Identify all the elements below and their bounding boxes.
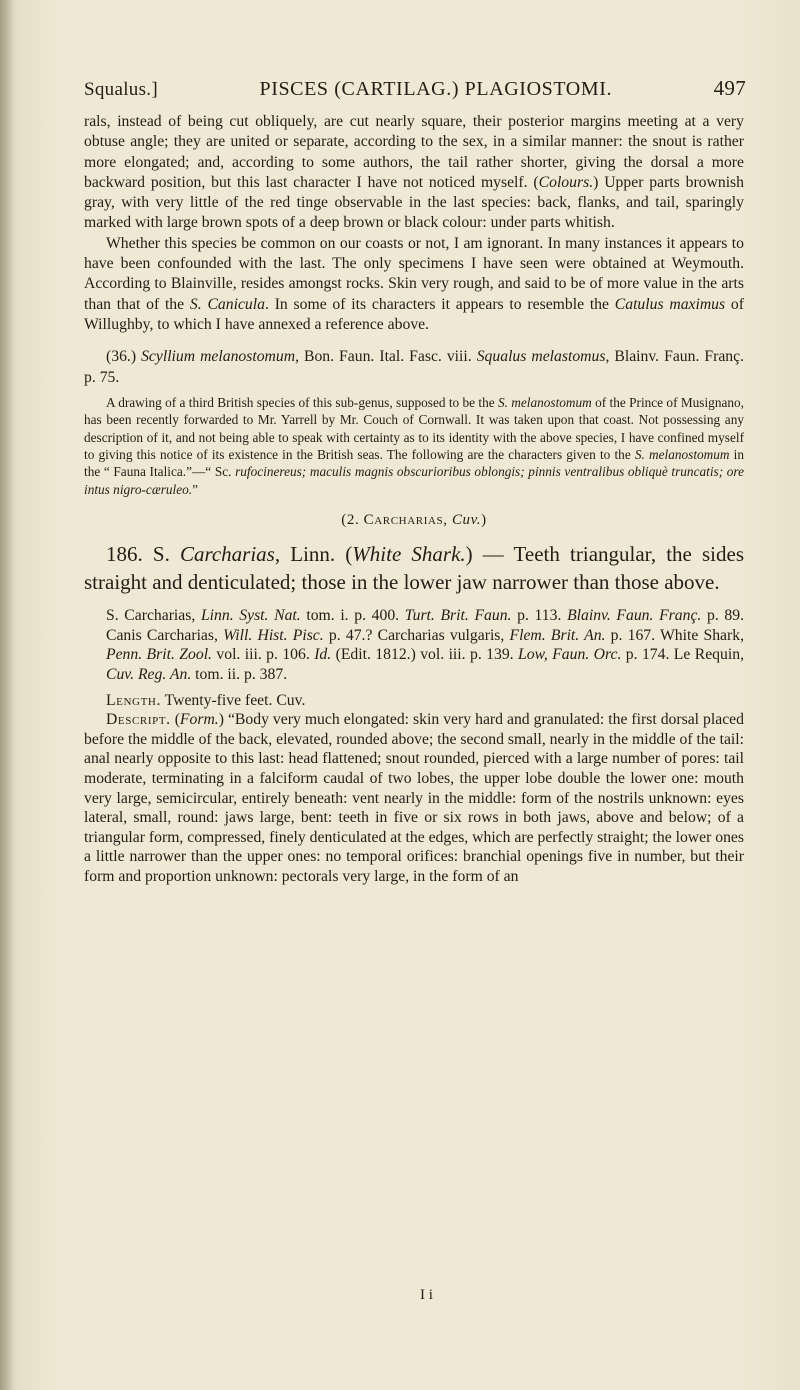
paragraph-habitat: Whether this species be common on our coasts or not, I am ignorant. In many instances it appears to have been confounded with the last. The only specimens I have seen were obtained at Weymouth. According to Blainville, resides amongst rocks. Skin very rough, and said to be of more value in the arts than that of the S. Canicula. In some of its characters it appears to resemble the Catulus maximus of Willughby, to which I have annexed a reference above.	[84, 234, 744, 333]
genus-heading: (2. Carcharias, Cuv.)	[341, 512, 487, 529]
description-entry: Descript. (Form.) “Body very much elongated: skin very hard and granulated: the first dorsal placed before the middle of the back, elevated, rounded above; the second small, nearly in the middle of the tail: anal nearly opposite to this last: head flattened; snout rounded, pierced with a large number of pores: tail moderate, terminating in a falciform caudal of two lobes, the upper lobe double the lower one: mouth very large, semicircular, entirely beneath: vent nearly in the middle: form of the nostrils unknown: eyes lateral, small, round: jaws large, bent: teeth in five or six rows in both jaws, above and below; of a triangular form, compressed, finely denticulated at the edges, which are perfectly straight; the lower ones a little narrower than the upper ones: no temporal orifices: branchial openings five in number, but their form and proportion unknown: pectorals very large, in the form of an	[84, 711, 744, 886]
page-number: 497	[713, 76, 746, 100]
synonymy: S. Carcharias, Linn. Syst. Nat. tom. i. p. 400. Turt. Brit. Faun. p. 113. Blainv. Faun. Franç. p. 89. Canis Carcharias, Will. Hist. Pisc. p. 47.? Carcharias vulgaris, Flem. Brit. An. p. 167. White Shark, Penn. Brit. Zool. vol. iii. p. 106. Id. (Edit. 1812.) vol. iii. p. 139. Low, Faun. Orc. p. 174. Le Requin, Cuv. Reg. An. tom. ii. p. 387.	[106, 607, 745, 684]
length-entry: Length. Twenty-five feet. Cuv.	[106, 691, 306, 709]
species-36-note: A drawing of a third British species of this sub-genus, supposed to be the S. melanostomum of the Prince of Musignano, has been recently forwarded to Mr. Yarrell by Mr. Couch of Cornwall. It was taken upon that coast. Not possessing any description of it, and not being able to speak with certainty as to its identity with the above species, I have confined myself to giving this notice of its existence in the British seas. The following are the characters given to the S. melanostomum in the “ Fauna Italica.”—“ Sc. rufocinereus; maculis magnis obscurioribus oblongis; pinnis ventralibus obliquè truncatis; ore intus nigro-cæruleo.”	[84, 394, 745, 497]
header-section: Squalus.]	[84, 79, 158, 100]
species-36-heading: (36.) Scyllium melanostomum, Bon. Faun. Ital. Fasc. viii. Squalus melastomus, Blainv. Faun. Franç. p. 75.	[84, 348, 745, 386]
binding-shadow	[0, 0, 14, 1390]
header-title: PISCES (CARTILAG.) PLAGIOSTOMI.	[259, 78, 613, 100]
signature-mark: I i	[420, 1287, 433, 1303]
species-186-heading: 186. S. Carcharias, Linn. (White Shark.) — Teeth triangular, the sides straight and denticulated; those in the lower jaw narrower than those above.	[84, 542, 744, 594]
paragraph-colours: rals, instead of being cut obliquely, are cut nearly square, their posterior margins meeting at a very obtuse angle; they are united or separate, according to the sex, in a similar manner: the snout is rather more elongated; and, according to some authors, the tail rather shorter, giving the dorsal a more backward position, but this last character I have not noticed myself. (Colours.) Upper parts brownish gray, with very little of the red tinge observable in the last species: back, flanks, and tail, sparingly marked with large brown spots of a deep brown or black colour: under parts whitish.	[84, 113, 744, 232]
running-header	[84, 76, 746, 101]
body-text	[84, 112, 744, 887]
